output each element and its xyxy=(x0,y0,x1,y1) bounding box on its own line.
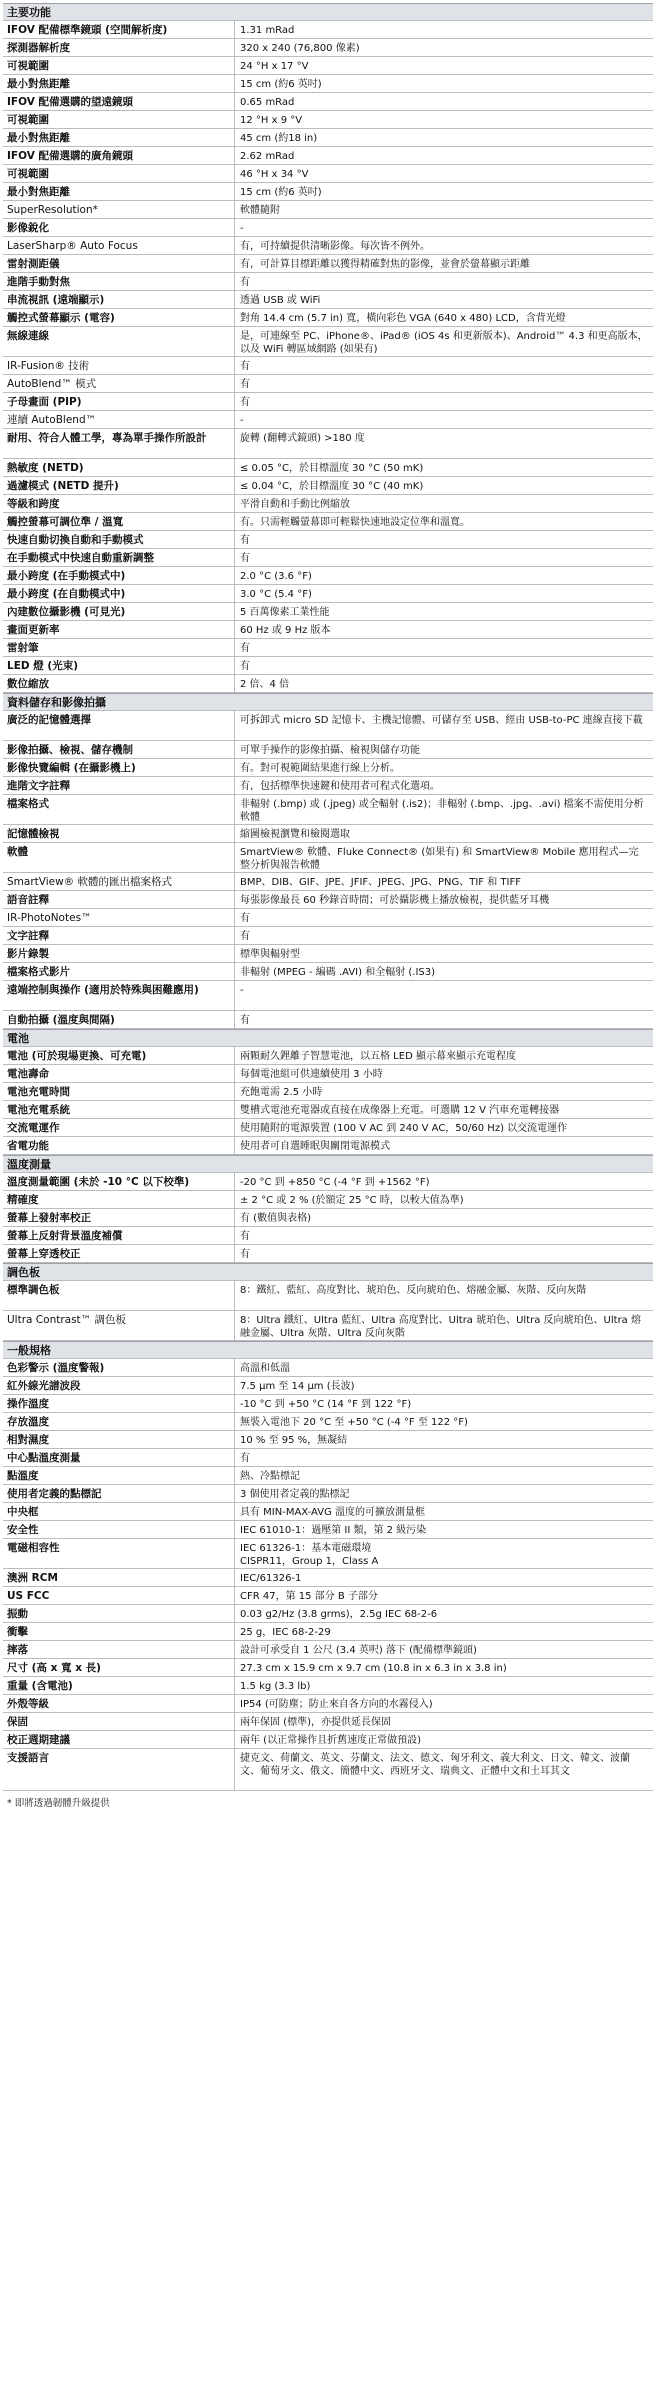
spec-label: 使用者定義的點標記 xyxy=(3,1485,235,1502)
spec-label: 點溫度 xyxy=(3,1467,235,1484)
spec-label: 交流電運作 xyxy=(3,1119,235,1136)
spec-value: 2.62 mRad xyxy=(240,151,295,162)
spec-value: 每張影像最長 60 秒錄音時間；可於攝影機上播放檢視，提供藍牙耳機 xyxy=(240,895,550,906)
spec-value: 1.31 mRad xyxy=(240,25,295,36)
spec-value: 8：鐵紅、藍紅、高度對比、琥珀色、反向琥珀色、熔融金屬、灰階、反向灰階 xyxy=(240,1285,587,1296)
spec-row xyxy=(3,741,653,759)
spec-value: 7.5 μm 至 14 μm (長波) xyxy=(240,1381,355,1392)
spec-label: SuperResolution* xyxy=(3,201,235,218)
spec-row xyxy=(3,513,653,531)
spec-label: 快速自動切換自動和手動模式 xyxy=(3,531,235,548)
spec-label: IFOV 配備選購的廣角鏡頭 xyxy=(3,147,235,164)
spec-row xyxy=(3,39,653,57)
spec-label: 相對濕度 xyxy=(3,1431,235,1448)
section-header: 電池 xyxy=(3,1029,653,1047)
spec-row xyxy=(3,375,653,393)
spec-label: 螢幕上發射率校正 xyxy=(3,1209,235,1226)
spec-row xyxy=(3,927,653,945)
spec-row xyxy=(3,1377,653,1395)
spec-row xyxy=(3,1467,653,1485)
spec-row xyxy=(3,981,653,1011)
spec-label: 最小對焦距離 xyxy=(3,129,235,146)
spec-value: 無裝入電池下 20 °C 至 +50 °C (-4 °F 至 122 °F) xyxy=(240,1417,468,1428)
spec-row xyxy=(3,1539,653,1569)
spec-row xyxy=(3,291,653,309)
spec-row xyxy=(3,1503,653,1521)
spec-value: 有 xyxy=(240,913,250,924)
spec-row xyxy=(3,237,653,255)
spec-row xyxy=(3,603,653,621)
spec-label: 電磁相容性 xyxy=(3,1539,235,1568)
spec-row xyxy=(3,873,653,891)
spec-row xyxy=(3,75,653,93)
spec-label: 畫面更新率 xyxy=(3,621,235,638)
spec-row xyxy=(3,1713,653,1731)
spec-row xyxy=(3,1395,653,1413)
spec-value: 15 cm (約6 英吋) xyxy=(240,187,322,198)
spec-row xyxy=(3,93,653,111)
spec-row xyxy=(3,147,653,165)
spec-value: 1.5 kg (3.3 lb) xyxy=(240,1681,311,1692)
spec-label: 語音註釋 xyxy=(3,891,235,908)
spec-row xyxy=(3,1623,653,1641)
spec-row xyxy=(3,1749,653,1791)
spec-value: 非輻射 (MPEG - 編碼 .AVI) 和全輻射 (.IS3) xyxy=(240,967,436,978)
spec-value: 25 g，IEC 68-2-29 xyxy=(240,1627,331,1638)
spec-label: 軟體 xyxy=(3,843,235,872)
spec-value: 有 xyxy=(240,397,250,408)
spec-value: 60 Hz 或 9 Hz 版本 xyxy=(240,625,331,636)
spec-row xyxy=(3,945,653,963)
spec-label: 串流視訊 (遠端顯示) xyxy=(3,291,235,308)
spec-row xyxy=(3,711,653,741)
spec-value: -10 °C 到 +50 °C (14 °F 到 122 °F) xyxy=(240,1399,412,1410)
spec-row xyxy=(3,1641,653,1659)
spec-value: 設計可承受自 1 公尺 (3.4 英呎) 落下 (配備標準鏡頭) xyxy=(240,1645,477,1656)
spec-label: 最小對焦距離 xyxy=(3,183,235,200)
spec-value: SmartView® 軟體、Fluke Connect® (如果有) 和 SmartView® Mobile 應用程式—完整分析與報告軟體 xyxy=(240,847,639,871)
spec-value: 平滑自動和手動比例縮放 xyxy=(240,499,350,510)
spec-label: 最小跨度 (在手動模式中) xyxy=(3,567,235,584)
spec-row xyxy=(3,1521,653,1539)
spec-value: 有，可持續提供清晰影像。每次皆不例外。 xyxy=(240,241,430,252)
spec-row xyxy=(3,219,653,237)
spec-label: 過濾模式 (NETD 提升) xyxy=(3,477,235,494)
spec-label: 衝擊 xyxy=(3,1623,235,1640)
spec-row xyxy=(3,1065,653,1083)
spec-label: 最小對焦距離 xyxy=(3,75,235,92)
spec-value: 對角 14.4 cm (5.7 in) 寬，橫向彩色 VGA (640 x 480) LCD，含背光燈 xyxy=(240,313,566,324)
spec-label: 支援語言 xyxy=(3,1749,235,1790)
spec-label: US FCC xyxy=(3,1587,235,1604)
spec-value: 3.0 °C (5.4 °F) xyxy=(240,589,312,600)
spec-row xyxy=(3,1449,653,1467)
spec-value: 軟體隨附 xyxy=(240,205,280,216)
spec-label: IFOV 配備標準鏡頭 (空間解析度) xyxy=(3,21,235,38)
spec-row xyxy=(3,129,653,147)
spec-row xyxy=(3,477,653,495)
spec-value: 46 °H x 34 °V xyxy=(240,169,309,180)
spec-row xyxy=(3,255,653,273)
spec-row xyxy=(3,1137,653,1155)
spec-label: IFOV 配備選購的望遠鏡頭 xyxy=(3,93,235,110)
spec-value: 5 百萬像素工業性能 xyxy=(240,607,330,618)
spec-row xyxy=(3,1485,653,1503)
spec-value: 有 xyxy=(240,277,250,288)
spec-row xyxy=(3,531,653,549)
spec-row xyxy=(3,657,653,675)
spec-value: 有 xyxy=(240,1015,250,1026)
spec-value: 27.3 cm x 15.9 cm x 9.7 cm (10.8 in x 6.3 in x 3.8 in) xyxy=(240,1663,507,1674)
spec-label: 觸控螢幕可調位準 / 溫寬 xyxy=(3,513,235,530)
spec-value: 有 xyxy=(240,931,250,942)
spec-value: 有 xyxy=(240,1249,250,1260)
spec-label: 檔案格式 xyxy=(3,795,235,824)
spec-row xyxy=(3,111,653,129)
spec-value: 每個電池組可供連續使用 3 小時 xyxy=(240,1069,383,1080)
spec-label: 檔案格式影片 xyxy=(3,963,235,980)
spec-value: 熱、冷點標記 xyxy=(240,1471,300,1482)
spec-value: 是，可連線至 PC、iPhone®、iPad® (iOS 4s 和更新版本)、Android™ 4.3 和更高版本，以及 WiFi 轉區域網路 (如果有) xyxy=(240,331,648,355)
spec-label: SmartView® 軟體的匯出檔案格式 xyxy=(3,873,235,890)
spec-label: 省電功能 xyxy=(3,1137,235,1154)
spec-label: 影像快覽編輯 (在攝影機上) xyxy=(3,759,235,776)
spec-value: 0.65 mRad xyxy=(240,97,295,108)
spec-value: 有 xyxy=(240,1453,250,1464)
spec-row xyxy=(3,621,653,639)
spec-value: 3 個使用者定義的點標記 xyxy=(240,1489,350,1500)
spec-label: 雷射測距儀 xyxy=(3,255,235,272)
spec-row xyxy=(3,1209,653,1227)
spec-label: 色彩警示 (溫度警報) xyxy=(3,1359,235,1376)
spec-row xyxy=(3,57,653,75)
spec-value: 12 °H x 9 °V xyxy=(240,115,303,126)
spec-row xyxy=(3,1191,653,1209)
spec-label: 摔落 xyxy=(3,1641,235,1658)
spec-label: 澳洲 RCM xyxy=(3,1569,235,1586)
spec-value: 有 (數值與表格) xyxy=(240,1213,311,1224)
spec-row xyxy=(3,1605,653,1623)
spec-value: 有，包括標準快速鍵和使用者可程式化選項。 xyxy=(240,781,440,792)
spec-row xyxy=(3,459,653,477)
spec-value: 45 cm (約18 in) xyxy=(240,133,318,144)
spec-value: 雙槽式電池充電器或直接在成像器上充電。可選購 12 V 汽車充電轉接器 xyxy=(240,1105,560,1116)
spec-label: 廣泛的記憶體選擇 xyxy=(3,711,235,740)
spec-label: 在手動模式中快速自動重新調整 xyxy=(3,549,235,566)
spec-value: 10 % 至 95 %，無凝結 xyxy=(240,1435,348,1446)
section-header: 資料儲存和影像拍攝 xyxy=(3,693,653,711)
spec-value: 24 °H x 17 °V xyxy=(240,61,309,72)
spec-row xyxy=(3,585,653,603)
spec-value: 可拆卸式 micro SD 記憶卡、主機記憶體、可儲存至 USB、經由 USB-to-PC 連線直接下載 xyxy=(240,715,643,726)
spec-label: AutoBlend™ 模式 xyxy=(3,375,235,392)
spec-value: 兩年 (以正常操作且折舊速度正常做預設) xyxy=(240,1735,421,1746)
spec-label: 中心點溫度測量 xyxy=(3,1449,235,1466)
spec-label: 自動拍攝 (溫度與間隔) xyxy=(3,1011,235,1028)
spec-value: 捷克文、荷蘭文、英文、芬蘭文、法文、德文、匈牙利文、義大利文、日文、韓文、波蘭文、葡萄牙文、俄文、簡體中文、西班牙文、瑞典文、正體中文和土耳其文 xyxy=(240,1753,630,1777)
spec-label: 電池壽命 xyxy=(3,1065,235,1082)
spec-label: 內建數位攝影機 (可見光) xyxy=(3,603,235,620)
spec-value: 有 xyxy=(240,535,250,546)
spec-label: 最小跨度 (在自動模式中) xyxy=(3,585,235,602)
spec-label: 操作溫度 xyxy=(3,1395,235,1412)
spec-row xyxy=(3,825,653,843)
spec-value: 有 xyxy=(240,661,250,672)
spec-label: 進階文字註釋 xyxy=(3,777,235,794)
spec-row xyxy=(3,357,653,375)
spec-value: 旋轉 (翻轉式鏡頭) >180 度 xyxy=(240,433,365,444)
spec-row xyxy=(3,1101,653,1119)
spec-value: 有 xyxy=(240,553,250,564)
spec-label: 子母畫面 (PIP) xyxy=(3,393,235,410)
spec-label: LED 燈 (光束) xyxy=(3,657,235,674)
spec-label: 影像銳化 xyxy=(3,219,235,236)
spec-row xyxy=(3,777,653,795)
spec-value: 縮圖檢視瀏覽和檢閱選取 xyxy=(240,829,350,840)
spec-label: 校正週期建議 xyxy=(3,1731,235,1748)
spec-value: ± 2 °C 或 2 % (於額定 25 °C 時，以較大值為準) xyxy=(240,1195,464,1206)
spec-label: 記憶體檢視 xyxy=(3,825,235,842)
spec-label: 可視範圍 xyxy=(3,111,235,128)
spec-row xyxy=(3,1227,653,1245)
spec-value: 2 倍、4 倍 xyxy=(240,679,290,690)
spec-row xyxy=(3,639,653,657)
spec-row xyxy=(3,891,653,909)
spec-row xyxy=(3,1281,653,1311)
spec-value: 15 cm (約6 英吋) xyxy=(240,79,322,90)
spec-label: 耐用、符合人體工學，專為單手操作所設計 xyxy=(3,429,235,458)
spec-label: 等級和跨度 xyxy=(3,495,235,512)
spec-table xyxy=(3,3,653,1813)
spec-value: IP54 (可防塵；防止來自各方向的水霧侵入) xyxy=(240,1699,433,1710)
spec-value: 透過 USB 或 WiFi xyxy=(240,295,321,306)
spec-value: ≤ 0.05 °C，於目標溫度 30 °C (50 mK) xyxy=(240,463,424,474)
spec-value: 有 xyxy=(240,643,250,654)
spec-value: 320 x 240 (76,800 像素) xyxy=(240,43,360,54)
spec-label: 電池 (可於現場更換、可充電) xyxy=(3,1047,235,1064)
spec-row xyxy=(3,429,653,459)
spec-label: 連續 AutoBlend™ xyxy=(3,411,235,428)
spec-label: 溫度測量範圍 (未於 -10 °C 以下校準) xyxy=(3,1173,235,1190)
spec-row xyxy=(3,1047,653,1065)
spec-row xyxy=(3,183,653,201)
spec-value: 具有 MIN-MAX-AVG 溫度的可擴放測量框 xyxy=(240,1507,426,1518)
spec-value: 使用隨附的電源裝置 (100 V AC 到 240 V AC，50/60 Hz) 以交流電運作 xyxy=(240,1123,568,1134)
spec-row xyxy=(3,165,653,183)
spec-row xyxy=(3,963,653,981)
spec-row xyxy=(3,567,653,585)
spec-value: 標準與輻射型 xyxy=(240,949,300,960)
spec-value: 使用者可自選睡眠與關閉電源模式 xyxy=(240,1141,390,1152)
spec-label: IR-Fusion® 技術 xyxy=(3,357,235,374)
spec-row xyxy=(3,549,653,567)
spec-label: 螢幕上反射背景溫度補償 xyxy=(3,1227,235,1244)
spec-value: 0.03 g2/Hz (3.8 grms)，2.5g IEC 68-2-6 xyxy=(240,1609,438,1620)
spec-value: 非輻射 (.bmp) 或 (.jpeg) 或全輻射 (.is2)；非輻射 (.bmp、.jpg、.avi) 檔案不需使用分析軟體 xyxy=(240,799,644,823)
section-header: 主要功能 xyxy=(3,3,653,21)
spec-value: CFR 47，第 15 部分 B 子部分 xyxy=(240,1591,378,1602)
spec-row xyxy=(3,327,653,357)
spec-value: ≤ 0.04 °C，於目標溫度 30 °C (40 mK) xyxy=(240,481,424,492)
spec-label: 保固 xyxy=(3,1713,235,1730)
spec-row xyxy=(3,393,653,411)
spec-row xyxy=(3,1695,653,1713)
spec-value: 有。只需輕觸螢幕即可輕鬆快速地設定位準和溫寬。 xyxy=(240,517,470,528)
spec-label: 尺寸 (高 x 寬 x 長) xyxy=(3,1659,235,1676)
spec-label: 安全性 xyxy=(3,1521,235,1538)
spec-label: 螢幕上穿透校正 xyxy=(3,1245,235,1262)
spec-row xyxy=(3,495,653,513)
spec-row xyxy=(3,1569,653,1587)
spec-label: 電池充電時間 xyxy=(3,1083,235,1100)
spec-label: 數位縮放 xyxy=(3,675,235,692)
spec-row xyxy=(3,1359,653,1377)
spec-row xyxy=(3,843,653,873)
spec-label: 熱敏度 (NETD) xyxy=(3,459,235,476)
spec-label: 影像拍攝、檢視、儲存機制 xyxy=(3,741,235,758)
spec-row xyxy=(3,1119,653,1137)
spec-label: 紅外線光譜波段 xyxy=(3,1377,235,1394)
spec-value: 有，可計算目標距離以獲得精確對焦的影像，並會於螢幕顯示距離 xyxy=(240,259,530,270)
spec-row xyxy=(3,675,653,693)
spec-label: 遠端控制與操作 (適用於特殊與困難應用) xyxy=(3,981,235,1010)
spec-row xyxy=(3,795,653,825)
spec-row xyxy=(3,759,653,777)
spec-label: 雷射筆 xyxy=(3,639,235,656)
spec-row xyxy=(3,1587,653,1605)
spec-row xyxy=(3,1431,653,1449)
spec-row xyxy=(3,1659,653,1677)
spec-value: 兩年保固 (標準)，亦提供延長保固 xyxy=(240,1717,391,1728)
spec-label: 精確度 xyxy=(3,1191,235,1208)
spec-row xyxy=(3,1245,653,1263)
spec-value: 有 xyxy=(240,379,250,390)
spec-value: BMP、DIB、GIF、JPE、JFIF、JPEG、JPG、PNG、TIF 和 TIFF xyxy=(240,877,521,888)
spec-label: 可視範圍 xyxy=(3,57,235,74)
spec-row xyxy=(3,21,653,39)
spec-value: - xyxy=(240,415,244,426)
spec-value: IEC 61010-1：過壓第 II 類，第 2 級污染 xyxy=(240,1525,427,1536)
spec-value: 可單手操作的影像拍攝、檢視與儲存功能 xyxy=(240,745,420,756)
spec-label: 可視範圍 xyxy=(3,165,235,182)
section-header: 調色板 xyxy=(3,1263,653,1281)
spec-value: 有。對可視範圍結果進行線上分析。 xyxy=(240,763,400,774)
spec-value: IEC/61326-1 xyxy=(240,1573,302,1584)
spec-row xyxy=(3,1173,653,1191)
spec-label: 標準調色板 xyxy=(3,1281,235,1310)
spec-value: 有 xyxy=(240,1231,250,1242)
section-header: 一般規格 xyxy=(3,1341,653,1359)
spec-value: 充飽電需 2.5 小時 xyxy=(240,1087,323,1098)
spec-label: IR-PhotoNotes™ xyxy=(3,909,235,926)
spec-value: 兩顆耐久鋰離子智慧電池，以五格 LED 顯示幕來顯示充電程度 xyxy=(240,1051,516,1062)
spec-value: -20 °C 到 +850 °C (-4 °F 到 +1562 °F) xyxy=(240,1177,430,1188)
spec-row xyxy=(3,1083,653,1101)
spec-value: - xyxy=(240,223,244,234)
spec-row xyxy=(3,1731,653,1749)
spec-row xyxy=(3,1011,653,1029)
spec-label: 影片錄製 xyxy=(3,945,235,962)
spec-label: 文字註釋 xyxy=(3,927,235,944)
section-header: 溫度測量 xyxy=(3,1155,653,1173)
footnote: * 即將透過韌體升級提供 xyxy=(7,1798,110,1809)
spec-row xyxy=(3,1677,653,1695)
spec-row xyxy=(3,909,653,927)
spec-label: Ultra Contrast™ 調色板 xyxy=(3,1311,235,1340)
spec-row xyxy=(3,201,653,219)
spec-row xyxy=(3,273,653,291)
spec-value: 有 xyxy=(240,361,250,372)
spec-value: - xyxy=(240,985,244,996)
spec-label: 中央框 xyxy=(3,1503,235,1520)
spec-label: LaserSharp® Auto Focus xyxy=(3,237,235,254)
spec-label: 探測器解析度 xyxy=(3,39,235,56)
spec-value: 高溫和低溫 xyxy=(240,1363,290,1374)
spec-label: 無線連線 xyxy=(3,327,235,356)
spec-row xyxy=(3,309,653,327)
spec-label: 存放溫度 xyxy=(3,1413,235,1430)
spec-value: 8：Ultra 鐵紅、Ultra 藍紅、Ultra 高度對比、Ultra 琥珀色、Ultra 反向琥珀色、Ultra 熔融金屬、Ultra 灰階、Ultra 反向灰階 xyxy=(240,1315,641,1339)
spec-label: 重量 (含電池) xyxy=(3,1677,235,1694)
spec-label: 振動 xyxy=(3,1605,235,1622)
spec-label: 進階手動對焦 xyxy=(3,273,235,290)
spec-row xyxy=(3,411,653,429)
spec-label: 外殼等級 xyxy=(3,1695,235,1712)
spec-row xyxy=(3,1311,653,1341)
spec-label: 電池充電系統 xyxy=(3,1101,235,1118)
spec-label: 觸控式螢幕顯示 (電容) xyxy=(3,309,235,326)
spec-row xyxy=(3,1413,653,1431)
spec-value: 2.0 °C (3.6 °F) xyxy=(240,571,312,582)
spec-value: IEC 61326-1：基本電磁環境 CISPR11，Group 1，Class A xyxy=(240,1543,379,1567)
